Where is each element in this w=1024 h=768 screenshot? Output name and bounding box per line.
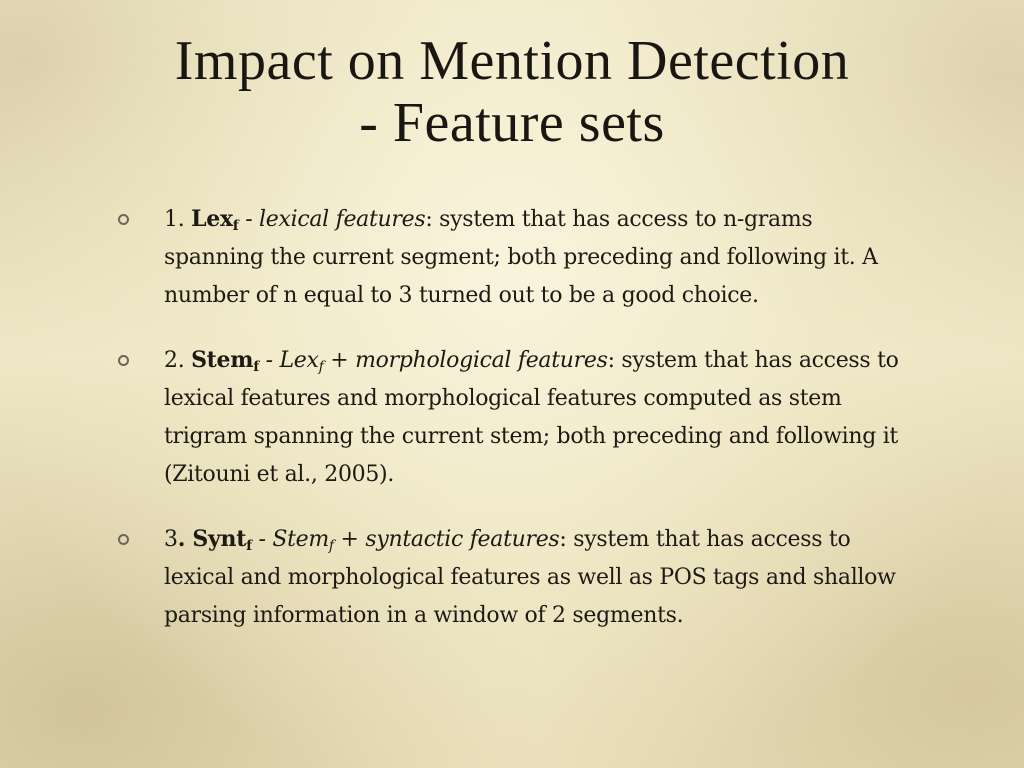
feature-set-description: : system that has access to lexical features and morphological features computed as stem trigram spanning the current stem; both preceding and following it (Zitouni et al., 2005).	[164, 348, 899, 487]
bullet-number: 1.	[164, 207, 192, 232]
feature-set-base-subscript: f	[328, 538, 334, 554]
feature-set-name: Synt	[192, 526, 247, 552]
feature-set-definition: morphological features	[355, 348, 608, 373]
feature-set-dash: -	[258, 348, 280, 373]
bullet-item-lex	[112, 200, 912, 315]
feature-set-description: : system that has access to lexical and morphological features as well as POS tags and shallow parsing information in a window of 2 segments.	[164, 527, 896, 628]
feature-set-plus: +	[333, 527, 366, 552]
bullet-list	[112, 200, 912, 661]
slide-title-line-2: - Feature sets	[359, 92, 665, 154]
feature-set-definition: lexical features	[259, 207, 426, 232]
slide-title	[0, 30, 1024, 154]
feature-set-subscript: f	[253, 359, 259, 375]
bullet-circle-icon	[118, 214, 129, 225]
slide-title-line-1: Impact on Mention Detection	[174, 30, 850, 92]
feature-set-base: Lex	[279, 348, 319, 373]
feature-set-definition: syntactic features	[365, 527, 560, 552]
feature-set-description: : system that has access to n-grams spanning the current segment; both preceding and following it. A number of n equal to 3 turned out to be a good choice.	[164, 207, 878, 308]
feature-set-base: Stem	[272, 527, 329, 552]
feature-set-plus: +	[323, 348, 356, 373]
bullet-number-dot: .	[177, 526, 193, 552]
bullet-item-stem	[112, 341, 912, 494]
feature-set-name: Lex	[191, 206, 233, 232]
feature-set-subscript: f	[232, 218, 239, 234]
feature-set-name: Stem	[191, 347, 254, 373]
feature-set-dash: -	[251, 527, 273, 552]
bullet-number: 3	[164, 527, 178, 552]
feature-set-subscript: f	[246, 538, 252, 554]
feature-set-base-subscript: f	[318, 359, 324, 375]
bullet-item-synt	[112, 520, 912, 635]
bullet-circle-icon	[118, 355, 129, 366]
bullet-number: 2.	[164, 348, 192, 373]
bullet-circle-icon	[118, 534, 129, 545]
feature-set-dash: -	[238, 207, 260, 232]
